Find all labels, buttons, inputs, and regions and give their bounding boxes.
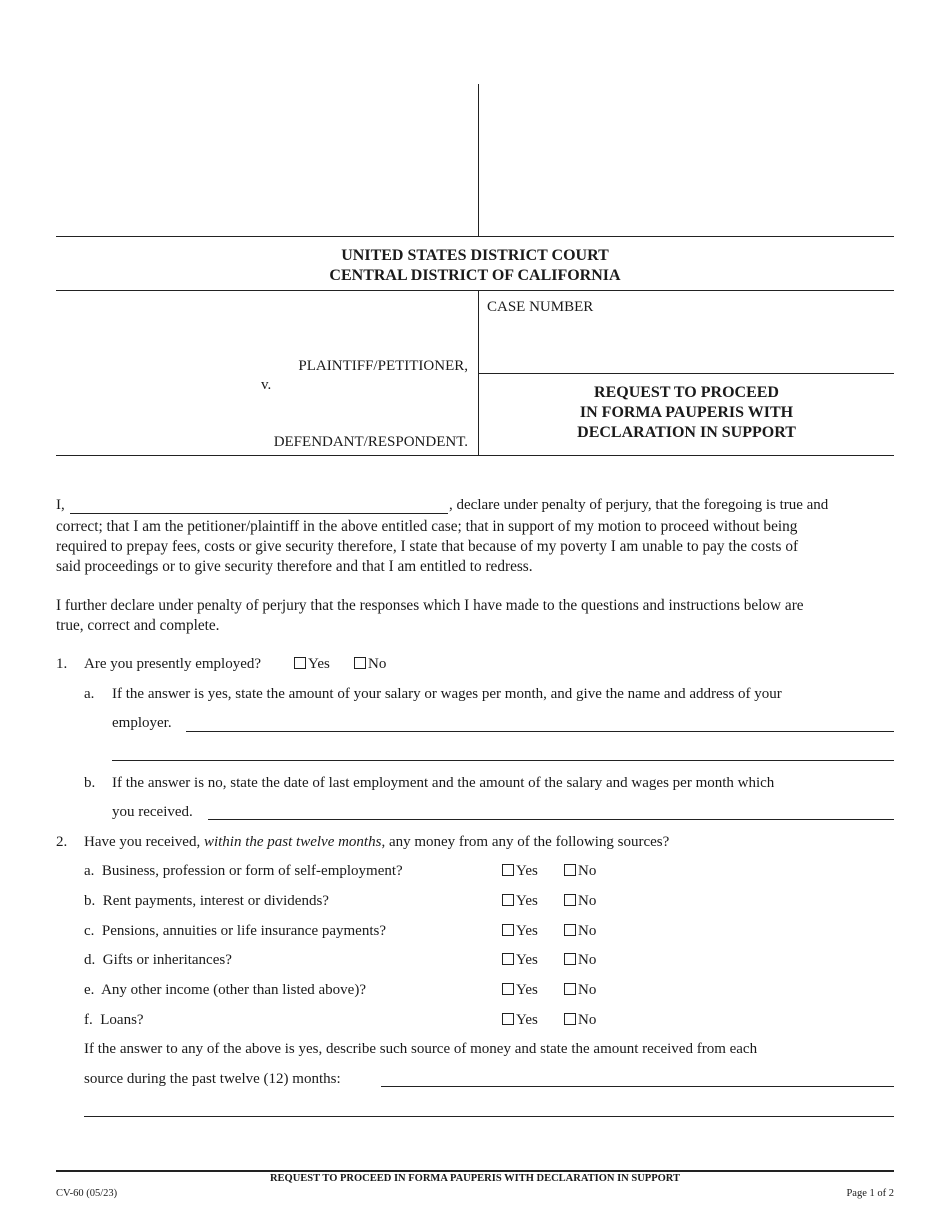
document-title-line1: REQUEST TO PROCEED — [594, 384, 779, 401]
document-title-line3: DECLARATION IN SUPPORT — [577, 424, 796, 441]
court-name-line2: CENTRAL DISTRICT OF CALIFORNIA — [329, 267, 621, 284]
q2d-no-label: No — [578, 952, 597, 968]
q2b-yes-checkbox[interactable] — [502, 894, 514, 906]
q2-question — [84, 833, 669, 851]
q2c-yes-label: Yes — [516, 923, 538, 939]
court-title-rule — [56, 290, 894, 291]
q1-no-option[interactable] — [354, 655, 386, 673]
q1a-text-line1: If the answer is yes, state the amount of your salary or wages per month, and give the name and address of your — [112, 686, 782, 702]
q1b-last-employment-field[interactable] — [208, 801, 894, 820]
q2d-no-checkbox[interactable] — [564, 953, 576, 965]
q1a-employer-field[interactable] — [186, 713, 894, 732]
q1a-letter: a. — [84, 686, 95, 702]
form-id: CV-60 (05/23) — [56, 1188, 118, 1199]
q2f-yes-label: Yes — [516, 1012, 538, 1028]
q2-item-label: f. Loans? — [84, 1012, 144, 1028]
q2b-no-label: No — [578, 893, 597, 909]
q1-no-label: No — [368, 656, 387, 672]
case-number-rule — [478, 373, 894, 374]
q2a-no-checkbox[interactable] — [564, 864, 576, 876]
q2f-no-label: No — [578, 1012, 597, 1028]
footer-rule — [56, 1170, 894, 1172]
q2e-no-checkbox[interactable] — [564, 983, 576, 995]
q2-item-label: e. Any other income (other than listed above)? — [84, 982, 366, 998]
q2f-no-option[interactable] — [564, 1011, 596, 1029]
q2c-no-checkbox[interactable] — [564, 924, 576, 936]
q2d-no-option[interactable] — [564, 951, 596, 969]
declaration-line1: , declare under penalty of perjury, that the foregoing is true and — [449, 497, 829, 513]
q2d-yes-checkbox[interactable] — [502, 953, 514, 965]
q2d-yes-option[interactable] — [502, 951, 538, 969]
court-name — [56, 246, 894, 286]
q1-question: Are you presently employed? — [84, 656, 262, 672]
q2-question-pre: Have you received, — [84, 834, 201, 850]
q2f-yes-option[interactable] — [502, 1011, 538, 1029]
q2a-yes-option[interactable] — [502, 862, 538, 880]
case-number-label: CASE NUMBER — [487, 299, 594, 315]
q2-followup-line2: source during the past twelve (12) months: — [84, 1071, 341, 1087]
further-declaration-line1: I further declare under penalty of perjury that the responses which I have made to the questions and instructions below are — [56, 597, 804, 614]
q1-yes-checkbox[interactable] — [294, 657, 306, 669]
q2b-no-checkbox[interactable] — [564, 894, 576, 906]
page-number: Page 1 of 2 — [846, 1188, 894, 1199]
q2-item-label: c. Pensions, annuities or life insurance payments? — [84, 923, 387, 939]
q2a-no-label: No — [578, 863, 597, 879]
q2c-no-option[interactable] — [564, 922, 596, 940]
q2e-yes-checkbox[interactable] — [502, 983, 514, 995]
q2d-yes-label: Yes — [516, 952, 538, 968]
q2c-yes-checkbox[interactable] — [502, 924, 514, 936]
declaration-line4: said proceedings or to give security therefore and that I am entitled to redress. — [56, 558, 533, 575]
header-divider — [478, 84, 479, 236]
q2b-yes-label: Yes — [516, 893, 538, 909]
q1-yes-label: Yes — [308, 656, 330, 672]
q2e-no-option[interactable] — [564, 981, 596, 999]
header-bottom-rule — [56, 236, 894, 237]
declarant-prefix: I, — [56, 497, 65, 513]
q2b-no-option[interactable] — [564, 892, 596, 910]
defendant-label: DEFENDANT/RESPONDENT. — [273, 434, 468, 450]
q2-item-label: d. Gifts or inheritances? — [84, 952, 232, 968]
q2-item-label: a. Business, profession or form of self-employment? — [84, 863, 403, 879]
q1a-employer-field-continued[interactable] — [112, 742, 894, 761]
q2-followup-line1: If the answer to any of the above is yes, describe such source of money and state the amount received from each — [84, 1041, 758, 1057]
q2e-yes-option[interactable] — [502, 981, 538, 999]
q2-income-sources-field[interactable] — [381, 1068, 894, 1087]
q2a-yes-label: Yes — [516, 863, 538, 879]
declaration-line2: correct; that I am the petitioner/plaintiff in the above entitled case; that in support of my motion to proceed without being — [56, 518, 798, 535]
document-title — [479, 383, 894, 443]
q1-no-checkbox[interactable] — [354, 657, 366, 669]
q2-number: 2. — [56, 834, 68, 850]
q1b-letter: b. — [84, 775, 96, 791]
further-declaration-line2: true, correct and complete. — [56, 617, 220, 634]
q2-income-sources-field-continued[interactable] — [84, 1098, 894, 1117]
court-name-line1: UNITED STATES DISTRICT COURT — [341, 247, 609, 264]
versus-label: v. — [261, 377, 272, 393]
q2-question-post: , any money from any of the following sources? — [381, 834, 670, 850]
plaintiff-label: PLAINTIFF/PETITIONER, — [298, 358, 468, 374]
q2a-no-option[interactable] — [564, 862, 596, 880]
q2f-yes-checkbox[interactable] — [502, 1013, 514, 1025]
caption-bottom-rule — [56, 455, 894, 456]
declaration-line3: required to prepay fees, costs or give security therefore, I state that because of my poverty I am unable to pay the costs of — [56, 538, 799, 555]
q2c-yes-option[interactable] — [502, 922, 538, 940]
q2e-yes-label: Yes — [516, 982, 538, 998]
further-declaration — [56, 596, 896, 636]
q1b-text-line1: If the answer is no, state the date of last employment and the amount of the salary and wages per month which — [112, 775, 775, 791]
document-title-line2: IN FORMA PAUPERIS WITH — [579, 404, 794, 421]
declarant-name-field[interactable] — [70, 495, 448, 514]
q2f-no-checkbox[interactable] — [564, 1013, 576, 1025]
q2a-yes-checkbox[interactable] — [502, 864, 514, 876]
q2b-yes-option[interactable] — [502, 892, 538, 910]
q1-number: 1. — [56, 656, 68, 672]
case-number-field[interactable] — [487, 320, 887, 368]
q1a-text-line2: employer. — [112, 715, 172, 731]
q1b-text-line2: you received. — [112, 804, 193, 820]
q1-yes-option[interactable] — [294, 655, 330, 673]
q2-question-emphasis: within the past twelve months — [203, 834, 382, 850]
footer-title: REQUEST TO PROCEED IN FORMA PAUPERIS WITH DECLARATION IN SUPPORT — [269, 1173, 681, 1184]
declaration-body — [56, 517, 896, 577]
q2-item-label: b. Rent payments, interest or dividends? — [84, 893, 329, 909]
q2c-no-label: No — [578, 923, 597, 939]
q2e-no-label: No — [578, 982, 597, 998]
